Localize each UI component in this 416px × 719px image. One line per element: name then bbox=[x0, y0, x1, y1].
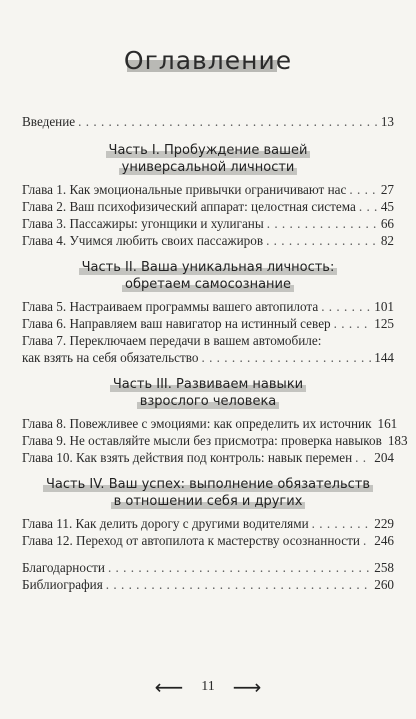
arrow-left-icon[interactable]: ⟵ bbox=[154, 675, 184, 699]
part-heading: Часть II. Ваша уникальная личность: bbox=[0, 259, 416, 276]
dot-leader bbox=[266, 232, 378, 249]
toc-entry-chapter[interactable] bbox=[22, 198, 394, 215]
toc-entry-label: Глава 8. Повежливее с эмоциями: как определить их источник bbox=[22, 416, 372, 431]
toc-entry-chapter[interactable] bbox=[22, 515, 394, 532]
dot-leader bbox=[267, 215, 378, 232]
toc-entry-label: Глава 2. Ваш психофизический аппарат: целостная система bbox=[22, 199, 356, 214]
toc-entry-page: 144 bbox=[374, 350, 394, 365]
page-title: Оглавление bbox=[123, 46, 293, 75]
toc-entry-label: Библиография bbox=[22, 577, 103, 592]
toc-entry-chapter[interactable] bbox=[22, 432, 408, 449]
part-heading: Часть III. Развиваем навыки bbox=[0, 376, 416, 393]
dot-leader bbox=[108, 559, 371, 576]
toc-entry-label: Глава 10. Как взять действия под контроль: навык перемен bbox=[22, 450, 353, 465]
page-number: 11 bbox=[201, 679, 215, 694]
dot-leader bbox=[355, 449, 371, 466]
toc-entry-page: 125 bbox=[374, 316, 394, 331]
toc-entry-bibliography[interactable] bbox=[22, 576, 394, 593]
toc-entry-label: Глава 9. Не оставляйте мысли без присмотра: проверка навыков bbox=[22, 433, 382, 448]
toc-entry-acknowledgements[interactable] bbox=[22, 559, 394, 576]
toc-entry-label: Глава 7. Переключаем передачи в вашем автомобиле: bbox=[22, 333, 322, 348]
toc-entry-label: Глава 5. Настраиваем программы вашего автопилота bbox=[22, 299, 319, 314]
toc-entry-page: 229 bbox=[374, 516, 394, 531]
toc-entry-chapter[interactable] bbox=[22, 298, 394, 315]
toc-entry-page: 101 bbox=[374, 299, 394, 314]
part-heading: Часть I. Пробуждение вашей bbox=[0, 142, 416, 159]
toc-entry-page: 66 bbox=[380, 216, 394, 231]
toc-entry-page: 13 bbox=[380, 114, 394, 129]
part-heading-line2: взрослого человека bbox=[0, 393, 416, 410]
toc-entry-label: Глава 1. Как эмоциональные привычки ограничивают нас bbox=[22, 182, 347, 197]
toc-entry-label: Глава 12. Переход от автопилота к мастерству осознанности bbox=[22, 533, 360, 548]
toc-entry-chapter[interactable] bbox=[22, 215, 394, 232]
arrow-right-icon[interactable]: ⟶ bbox=[232, 675, 262, 699]
dot-leader bbox=[349, 181, 377, 198]
toc-entry-chapter[interactable] bbox=[22, 332, 394, 349]
part-heading-line2: в отношении себя и других bbox=[0, 493, 416, 510]
toc-entry-label: Глава 11. Как делить дорогу с другими водителями bbox=[22, 516, 309, 531]
toc-entry-label: Глава 3. Пассажиры: угонщики и хулиганы bbox=[22, 216, 264, 231]
toc-entry-label: как взять на себя обязательство bbox=[22, 350, 199, 365]
dot-leader bbox=[363, 532, 371, 549]
dot-leader bbox=[359, 198, 378, 215]
page-footer bbox=[0, 677, 416, 697]
toc-entry-chapter[interactable] bbox=[22, 181, 394, 198]
toc-entry-page: 82 bbox=[380, 233, 394, 248]
dot-leader bbox=[334, 315, 372, 332]
dot-leader bbox=[106, 576, 371, 593]
toc-entry-label: Введение bbox=[22, 114, 76, 129]
toc-entry-page: 258 bbox=[374, 560, 394, 575]
toc-entry-page: 161 bbox=[377, 416, 398, 431]
part-heading: Часть IV. Ваш успех: выполнение обязательств bbox=[0, 476, 416, 493]
dot-leader bbox=[201, 349, 371, 366]
toc-entry-intro[interactable] bbox=[22, 113, 394, 130]
toc-entry-chapter[interactable] bbox=[22, 415, 398, 432]
toc-entry-chapter[interactable] bbox=[22, 449, 394, 466]
toc-entry-label: Глава 6. Направляем ваш навигатор на истинный север bbox=[22, 316, 331, 331]
dot-leader bbox=[321, 298, 371, 315]
toc-entry-chapter[interactable] bbox=[22, 315, 394, 332]
toc-entry-page: 45 bbox=[380, 199, 394, 214]
toc-entry-chapter[interactable] bbox=[22, 232, 394, 249]
part-heading-line2: универсальной личности bbox=[0, 159, 416, 176]
dot-leader bbox=[312, 515, 372, 532]
dot-leader bbox=[78, 113, 378, 130]
toc-entry-chapter[interactable] bbox=[22, 532, 394, 549]
toc-entry-page: 183 bbox=[387, 433, 408, 448]
part-heading-line2: обретаем самосознание bbox=[0, 276, 416, 293]
toc-entry-chapter-cont[interactable] bbox=[22, 349, 394, 366]
toc-entry-page: 260 bbox=[374, 577, 394, 592]
toc-entry-label: Благодарности bbox=[22, 560, 105, 575]
toc-entry-page: 246 bbox=[374, 533, 394, 548]
toc-entry-page: 204 bbox=[374, 450, 394, 465]
toc-entry-label: Глава 4. Учимся любить своих пассажиров bbox=[22, 233, 264, 248]
toc-entry-page: 27 bbox=[380, 182, 394, 197]
